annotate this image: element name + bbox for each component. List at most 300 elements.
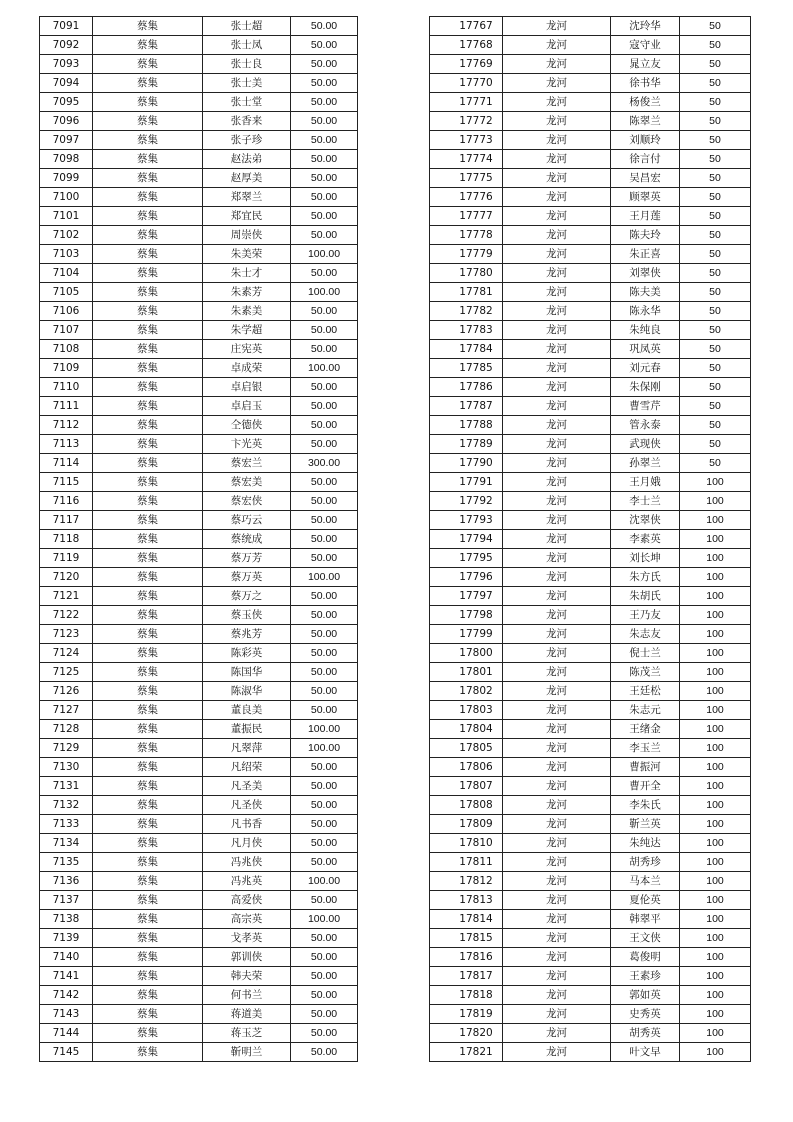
row-number-cell: 7130 [40, 758, 93, 777]
village-name-cell: 龙河 [503, 340, 611, 359]
table-row [40, 929, 358, 948]
table-row [430, 492, 751, 511]
row-number-cell: 7124 [40, 644, 93, 663]
amount-cell: 50.00 [291, 1024, 358, 1043]
row-number-cell: 17778 [430, 226, 503, 245]
table-row [430, 454, 751, 473]
person-name-cell: 张士凤 [203, 36, 291, 55]
amount-cell: 50 [680, 245, 751, 264]
amount-cell: 50 [680, 36, 751, 55]
row-number-cell: 17781 [430, 283, 503, 302]
village-name-cell: 蔡集 [93, 644, 203, 663]
person-name-cell: 朱素美 [203, 302, 291, 321]
row-number-cell: 17816 [430, 948, 503, 967]
amount-cell: 100.00 [291, 739, 358, 758]
row-number-cell: 17795 [430, 549, 503, 568]
row-number-cell: 7114 [40, 454, 93, 473]
row-number-cell: 7112 [40, 416, 93, 435]
row-number-cell: 17777 [430, 207, 503, 226]
amount-cell: 100.00 [291, 245, 358, 264]
village-name-cell: 龙河 [503, 910, 611, 929]
table-row [430, 416, 751, 435]
village-name-cell: 龙河 [503, 549, 611, 568]
person-name-cell: 陈茂兰 [611, 663, 680, 682]
person-name-cell: 刘元春 [611, 359, 680, 378]
amount-cell: 100.00 [291, 720, 358, 739]
village-name-cell: 龙河 [503, 948, 611, 967]
amount-cell: 50.00 [291, 587, 358, 606]
person-name-cell: 蔡巧云 [203, 511, 291, 530]
person-name-cell: 蒋道美 [203, 1005, 291, 1024]
table-row [40, 283, 358, 302]
village-name-cell: 龙河 [503, 150, 611, 169]
row-number-cell: 17809 [430, 815, 503, 834]
person-name-cell: 吴昌宏 [611, 169, 680, 188]
person-name-cell: 朱胡氏 [611, 587, 680, 606]
amount-cell: 100 [680, 834, 751, 853]
amount-cell: 100.00 [291, 568, 358, 587]
village-name-cell: 蔡集 [93, 891, 203, 910]
village-name-cell: 蔡集 [93, 663, 203, 682]
person-name-cell: 杨俊兰 [611, 93, 680, 112]
table-row [430, 872, 751, 891]
amount-cell: 50.00 [291, 112, 358, 131]
person-name-cell: 徐书华 [611, 74, 680, 93]
village-name-cell: 蔡集 [93, 36, 203, 55]
amount-cell: 100 [680, 720, 751, 739]
row-number-cell: 17768 [430, 36, 503, 55]
village-name-cell: 龙河 [503, 473, 611, 492]
person-name-cell: 陈夫玲 [611, 226, 680, 245]
table-row [430, 739, 751, 758]
row-number-cell: 7121 [40, 587, 93, 606]
right-table-body [430, 17, 751, 1062]
person-name-cell: 沈翠侠 [611, 511, 680, 530]
amount-cell: 50.00 [291, 758, 358, 777]
person-name-cell: 曹振河 [611, 758, 680, 777]
amount-cell: 50 [680, 340, 751, 359]
row-number-cell: 7099 [40, 169, 93, 188]
table-row [40, 169, 358, 188]
amount-cell: 50 [680, 454, 751, 473]
village-name-cell: 龙河 [503, 891, 611, 910]
person-name-cell: 李玉兰 [611, 739, 680, 758]
village-name-cell: 龙河 [503, 701, 611, 720]
row-number-cell: 7142 [40, 986, 93, 1005]
table-row [40, 321, 358, 340]
row-number-cell: 7145 [40, 1043, 93, 1062]
table-row [430, 245, 751, 264]
row-number-cell: 7095 [40, 93, 93, 112]
amount-cell: 100 [680, 568, 751, 587]
table-row [40, 245, 358, 264]
person-name-cell: 卓成荣 [203, 359, 291, 378]
village-name-cell: 蔡集 [93, 1005, 203, 1024]
table-row [40, 834, 358, 853]
table-row [40, 207, 358, 226]
row-number-cell: 7133 [40, 815, 93, 834]
table-row [40, 435, 358, 454]
row-number-cell: 7104 [40, 264, 93, 283]
amount-cell: 100 [680, 929, 751, 948]
amount-cell: 50.00 [291, 530, 358, 549]
row-number-cell: 7103 [40, 245, 93, 264]
person-name-cell: 蔡万芳 [203, 549, 291, 568]
person-name-cell: 史秀英 [611, 1005, 680, 1024]
table-row [40, 967, 358, 986]
person-name-cell: 冯兆英 [203, 872, 291, 891]
village-name-cell: 蔡集 [93, 473, 203, 492]
amount-cell: 100 [680, 967, 751, 986]
person-name-cell: 赵法弟 [203, 150, 291, 169]
row-number-cell: 7100 [40, 188, 93, 207]
village-name-cell: 蔡集 [93, 682, 203, 701]
table-row [40, 948, 358, 967]
table-row [40, 720, 358, 739]
person-name-cell: 郑宜民 [203, 207, 291, 226]
amount-cell: 50.00 [291, 663, 358, 682]
table-row [40, 910, 358, 929]
person-name-cell: 凡绍荣 [203, 758, 291, 777]
person-name-cell: 李朱氏 [611, 796, 680, 815]
village-name-cell: 蔡集 [93, 929, 203, 948]
table-row [430, 682, 751, 701]
amount-cell: 50 [680, 226, 751, 245]
row-number-cell: 7122 [40, 606, 93, 625]
amount-cell: 100 [680, 587, 751, 606]
row-number-cell: 17771 [430, 93, 503, 112]
table-row [430, 701, 751, 720]
amount-cell: 50.00 [291, 1005, 358, 1024]
table-row [430, 948, 751, 967]
village-name-cell: 龙河 [503, 530, 611, 549]
row-number-cell: 17810 [430, 834, 503, 853]
village-name-cell: 龙河 [503, 17, 611, 36]
row-number-cell: 7110 [40, 378, 93, 397]
person-name-cell: 朱纯良 [611, 321, 680, 340]
amount-cell: 50 [680, 93, 751, 112]
row-number-cell: 7098 [40, 150, 93, 169]
amount-cell: 100 [680, 739, 751, 758]
amount-cell: 50 [680, 188, 751, 207]
village-name-cell: 龙河 [503, 796, 611, 815]
village-name-cell: 龙河 [503, 929, 611, 948]
person-name-cell: 王绪金 [611, 720, 680, 739]
table-row [430, 891, 751, 910]
table-row [430, 473, 751, 492]
amount-cell: 100.00 [291, 283, 358, 302]
village-name-cell: 龙河 [503, 36, 611, 55]
amount-cell: 50 [680, 55, 751, 74]
person-name-cell: 孙翠兰 [611, 454, 680, 473]
person-name-cell: 王月娥 [611, 473, 680, 492]
person-name-cell: 胡秀珍 [611, 853, 680, 872]
row-number-cell: 7125 [40, 663, 93, 682]
row-number-cell: 7126 [40, 682, 93, 701]
amount-cell: 50.00 [291, 226, 358, 245]
table-row [40, 74, 358, 93]
village-name-cell: 蔡集 [93, 302, 203, 321]
village-name-cell: 龙河 [503, 264, 611, 283]
table-row [40, 549, 358, 568]
table-row [430, 986, 751, 1005]
person-name-cell: 沈玲华 [611, 17, 680, 36]
table-row [40, 663, 358, 682]
row-number-cell: 17806 [430, 758, 503, 777]
person-name-cell: 陈夫美 [611, 283, 680, 302]
amount-cell: 50.00 [291, 397, 358, 416]
table-row [430, 378, 751, 397]
person-name-cell: 蔡万之 [203, 587, 291, 606]
village-name-cell: 龙河 [503, 815, 611, 834]
table-row [40, 378, 358, 397]
amount-cell: 50 [680, 397, 751, 416]
village-name-cell: 龙河 [503, 758, 611, 777]
person-name-cell: 凡月侠 [203, 834, 291, 853]
row-number-cell: 17770 [430, 74, 503, 93]
village-name-cell: 蔡集 [93, 207, 203, 226]
amount-cell: 50 [680, 150, 751, 169]
village-name-cell: 龙河 [503, 492, 611, 511]
row-number-cell: 17780 [430, 264, 503, 283]
table-row [430, 283, 751, 302]
person-name-cell: 朱学超 [203, 321, 291, 340]
amount-cell: 100 [680, 948, 751, 967]
village-name-cell: 龙河 [503, 245, 611, 264]
person-name-cell: 何书兰 [203, 986, 291, 1005]
person-name-cell: 王廷松 [611, 682, 680, 701]
row-number-cell: 17787 [430, 397, 503, 416]
village-name-cell: 蔡集 [93, 758, 203, 777]
table-row [430, 74, 751, 93]
person-name-cell: 顾翠英 [611, 188, 680, 207]
table-row [430, 568, 751, 587]
village-name-cell: 龙河 [503, 606, 611, 625]
village-name-cell: 龙河 [503, 188, 611, 207]
amount-cell: 100 [680, 758, 751, 777]
table-row [40, 473, 358, 492]
village-name-cell: 龙河 [503, 131, 611, 150]
row-number-cell: 17776 [430, 188, 503, 207]
person-name-cell: 刘翠侠 [611, 264, 680, 283]
amount-cell: 50.00 [291, 264, 358, 283]
person-name-cell: 倪士兰 [611, 644, 680, 663]
village-name-cell: 蔡集 [93, 777, 203, 796]
village-name-cell: 龙河 [503, 397, 611, 416]
amount-cell: 100.00 [291, 359, 358, 378]
table-row [430, 359, 751, 378]
table-row [430, 796, 751, 815]
person-name-cell: 韩翠平 [611, 910, 680, 929]
table-row [40, 758, 358, 777]
amount-cell: 50.00 [291, 492, 358, 511]
table-row [430, 625, 751, 644]
row-number-cell: 17783 [430, 321, 503, 340]
row-number-cell: 7102 [40, 226, 93, 245]
amount-cell: 50.00 [291, 777, 358, 796]
village-name-cell: 龙河 [503, 112, 611, 131]
person-name-cell: 张香来 [203, 112, 291, 131]
village-name-cell: 龙河 [503, 682, 611, 701]
table-row [430, 530, 751, 549]
village-name-cell: 蔡集 [93, 359, 203, 378]
amount-cell: 50.00 [291, 511, 358, 530]
village-name-cell: 龙河 [503, 663, 611, 682]
row-number-cell: 7101 [40, 207, 93, 226]
table-row [430, 302, 751, 321]
village-name-cell: 龙河 [503, 302, 611, 321]
row-number-cell: 7091 [40, 17, 93, 36]
person-name-cell: 蔡万英 [203, 568, 291, 587]
person-name-cell: 冯兆侠 [203, 853, 291, 872]
row-number-cell: 7120 [40, 568, 93, 587]
village-name-cell: 龙河 [503, 1005, 611, 1024]
person-name-cell: 凡圣侠 [203, 796, 291, 815]
amount-cell: 50.00 [291, 17, 358, 36]
table-row [40, 226, 358, 245]
table-row [40, 188, 358, 207]
village-name-cell: 蔡集 [93, 245, 203, 264]
village-name-cell: 蔡集 [93, 378, 203, 397]
table-row [40, 701, 358, 720]
amount-cell: 50.00 [291, 948, 358, 967]
amount-cell: 50.00 [291, 701, 358, 720]
person-name-cell: 曹雪芹 [611, 397, 680, 416]
row-number-cell: 7115 [40, 473, 93, 492]
row-number-cell: 17784 [430, 340, 503, 359]
table-row [430, 112, 751, 131]
table-row [40, 853, 358, 872]
row-number-cell: 17820 [430, 1024, 503, 1043]
table-row [40, 986, 358, 1005]
person-name-cell: 凡翠萍 [203, 739, 291, 758]
amount-cell: 100 [680, 815, 751, 834]
row-number-cell: 17808 [430, 796, 503, 815]
village-name-cell: 蔡集 [93, 568, 203, 587]
amount-cell: 50 [680, 207, 751, 226]
table-row [40, 891, 358, 910]
table-row [430, 644, 751, 663]
table-row [40, 416, 358, 435]
row-number-cell: 17769 [430, 55, 503, 74]
amount-cell: 100 [680, 663, 751, 682]
person-name-cell: 曹开全 [611, 777, 680, 796]
amount-cell: 50 [680, 435, 751, 454]
amount-cell: 100 [680, 511, 751, 530]
amount-cell: 100 [680, 701, 751, 720]
person-name-cell: 陈国华 [203, 663, 291, 682]
table-row [430, 606, 751, 625]
table-row [430, 150, 751, 169]
amount-cell: 50.00 [291, 549, 358, 568]
village-name-cell: 蔡集 [93, 986, 203, 1005]
village-name-cell: 龙河 [503, 625, 611, 644]
village-name-cell: 蔡集 [93, 967, 203, 986]
amount-cell: 50.00 [291, 36, 358, 55]
person-name-cell: 周崇侠 [203, 226, 291, 245]
village-name-cell: 蔡集 [93, 321, 203, 340]
village-name-cell: 蔡集 [93, 74, 203, 93]
amount-cell: 50.00 [291, 321, 358, 340]
amount-cell: 50 [680, 302, 751, 321]
row-number-cell: 7109 [40, 359, 93, 378]
village-name-cell: 龙河 [503, 777, 611, 796]
row-number-cell: 7107 [40, 321, 93, 340]
amount-cell: 100 [680, 910, 751, 929]
person-name-cell: 凡书香 [203, 815, 291, 834]
person-name-cell: 晁立友 [611, 55, 680, 74]
table-row [40, 55, 358, 74]
village-name-cell: 蔡集 [93, 549, 203, 568]
amount-cell: 50.00 [291, 473, 358, 492]
table-row [430, 131, 751, 150]
amount-cell: 50.00 [291, 302, 358, 321]
right-roster-table [429, 16, 751, 1062]
village-name-cell: 龙河 [503, 93, 611, 112]
person-name-cell: 朱士才 [203, 264, 291, 283]
amount-cell: 50 [680, 112, 751, 131]
table-row [430, 188, 751, 207]
village-name-cell: 蔡集 [93, 815, 203, 834]
person-name-cell: 戈孝英 [203, 929, 291, 948]
table-row [430, 321, 751, 340]
person-name-cell: 葛俊明 [611, 948, 680, 967]
table-row [40, 530, 358, 549]
table-row [40, 815, 358, 834]
person-name-cell: 朱素芳 [203, 283, 291, 302]
table-row [40, 1005, 358, 1024]
row-number-cell: 7094 [40, 74, 93, 93]
village-name-cell: 龙河 [503, 55, 611, 74]
row-number-cell: 17807 [430, 777, 503, 796]
table-row [40, 739, 358, 758]
village-name-cell: 蔡集 [93, 606, 203, 625]
table-row [40, 587, 358, 606]
amount-cell: 50.00 [291, 929, 358, 948]
amount-cell: 50.00 [291, 967, 358, 986]
table-row [430, 834, 751, 853]
amount-cell: 100 [680, 853, 751, 872]
table-row [430, 663, 751, 682]
person-name-cell: 蔡宏美 [203, 473, 291, 492]
amount-cell: 100 [680, 473, 751, 492]
village-name-cell: 蔡集 [93, 55, 203, 74]
row-number-cell: 17811 [430, 853, 503, 872]
table-row [430, 815, 751, 834]
village-name-cell: 龙河 [503, 435, 611, 454]
person-name-cell: 朱方氏 [611, 568, 680, 587]
person-name-cell: 蔡兆芳 [203, 625, 291, 644]
village-name-cell: 龙河 [503, 321, 611, 340]
village-name-cell: 蔡集 [93, 511, 203, 530]
person-name-cell: 朱保刚 [611, 378, 680, 397]
person-name-cell: 马本兰 [611, 872, 680, 891]
table-row [40, 568, 358, 587]
table-row [40, 644, 358, 663]
person-name-cell: 徐言付 [611, 150, 680, 169]
table-row [40, 302, 358, 321]
table-row [40, 777, 358, 796]
amount-cell: 100 [680, 986, 751, 1005]
row-number-cell: 17794 [430, 530, 503, 549]
amount-cell: 50.00 [291, 207, 358, 226]
row-number-cell: 7132 [40, 796, 93, 815]
person-name-cell: 胡秀英 [611, 1024, 680, 1043]
person-name-cell: 陈翠兰 [611, 112, 680, 131]
village-name-cell: 蔡集 [93, 131, 203, 150]
row-number-cell: 17767 [430, 17, 503, 36]
table-row [430, 1043, 751, 1062]
